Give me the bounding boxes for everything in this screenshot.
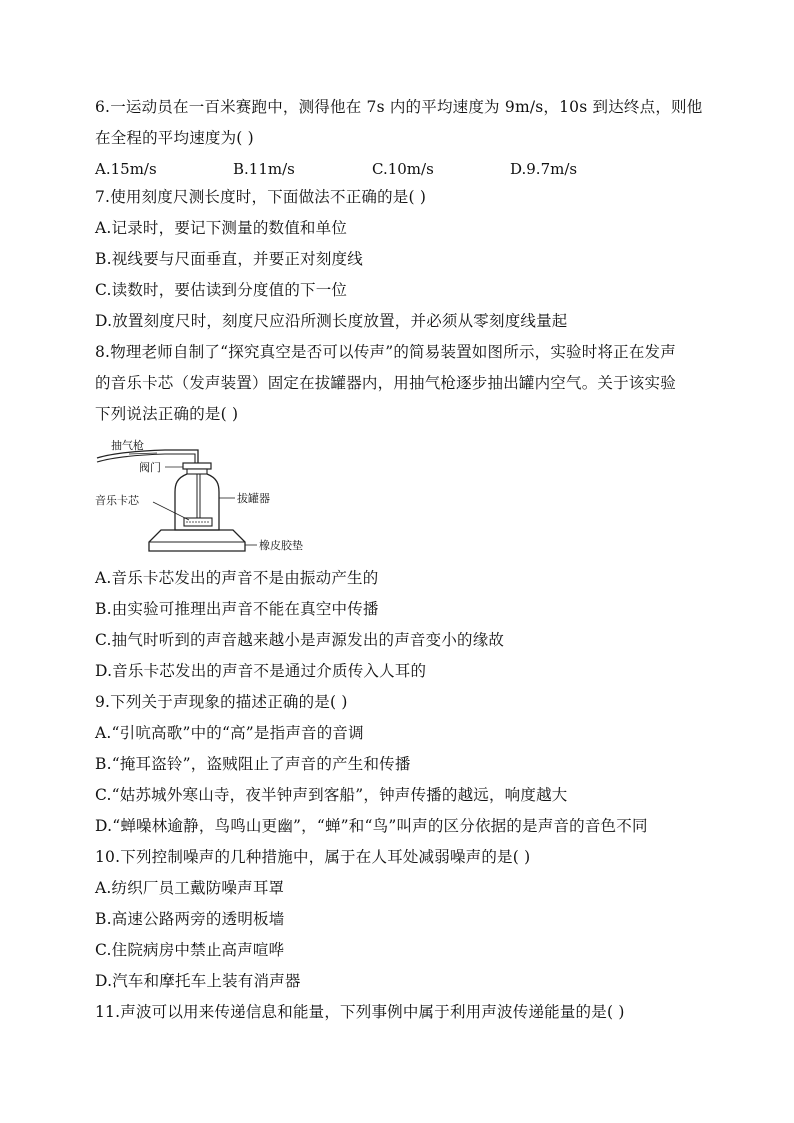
q9-option-a: A.“引吭高歌”中的“高”是指声音的音调 <box>95 724 364 742</box>
q6-stem-line1: 6.一运动员在一百米赛跑中，测得他在 7s 内的平均速度为 9m/s，10s 到达终点，则他 <box>95 98 703 116</box>
q10-option-b: B.高速公路两旁的透明板墙 <box>95 910 285 928</box>
q8-option-c: C.抽气时听到的声音越来越小是声源发出的声音变小的缘故 <box>95 631 505 649</box>
label-valve: 阀门 <box>139 461 161 474</box>
q9-stem: 9.下列关于声现象的描述正确的是( ) <box>95 693 348 711</box>
rubber-pad <box>149 530 245 551</box>
apparatus-figure <box>95 434 315 560</box>
q6-option-d: D.9.7m/s <box>510 160 578 178</box>
q11-stem: 11.声波可以用来传递信息和能量，下列事例中属于利用声波传递能量的是( ) <box>95 1003 625 1021</box>
q6-option-c: C.10m/s <box>372 160 434 178</box>
q6-stem-line2: 在全程的平均速度为( ) <box>95 129 254 147</box>
q7-stem: 7.使用刻度尺测长度时，下面做法不正确的是( ) <box>95 188 427 206</box>
q8-stem-line3: 下列说法正确的是( ) <box>95 405 239 423</box>
label-music-card: 音乐卡芯 <box>95 494 139 507</box>
q6-option-a: A.15m/s <box>95 160 157 178</box>
label-pump: 抽气枪 <box>111 439 144 452</box>
q10-stem: 10.下列控制噪声的几种措施中，属于在人耳处减弱噪声的是( ) <box>95 848 531 866</box>
q8-option-b: B.由实验可推理出声音不能在真空中传播 <box>95 600 379 618</box>
q7-option-c: C.读数时，要估读到分度值的下一位 <box>95 281 348 299</box>
q8-stem-line2: 的音乐卡芯（发声装置）固定在拔罐器内，用抽气枪逐步抽出罐内空气。关于该实验 <box>95 374 676 392</box>
q10-option-d: D.汽车和摩托车上装有消声器 <box>95 972 301 990</box>
q8-option-a: A.音乐卡芯发出的声音不是由振动产生的 <box>95 569 379 587</box>
q9-option-c: C.“姑苏城外寒山寺，夜半钟声到客船”，钟声传播的越远，响度越大 <box>95 786 568 804</box>
q8-option-d: D.音乐卡芯发出的声音不是通过介质传入人耳的 <box>95 662 427 680</box>
q9-option-b: B.“掩耳盗铃”，盗贼阻止了声音的产生和传播 <box>95 755 411 773</box>
q7-option-a: A.记录时，要记下测量的数值和单位 <box>95 219 348 237</box>
q7-option-d: D.放置刻度尺时，刻度尺应沿所测长度放置，并必须从零刻度线量起 <box>95 312 568 330</box>
q10-option-c: C.住院病房中禁止高声喧哗 <box>95 941 285 959</box>
q9-option-d: D.“蝉噪林逾静，鸟鸣山更幽”，“蝉”和“鸟”叫声的区分依据的是声音的音色不同 <box>95 817 648 835</box>
label-cupping-jar: 拔罐器 <box>237 492 270 505</box>
q10-option-a: A.纺织厂员工戴防噪声耳罩 <box>95 879 285 897</box>
q8-stem-line1: 8.物理老师自制了“探究真空是否可以传声”的简易装置如图所示，实验时将正在发声 <box>95 343 676 361</box>
label-rubber-pad: 橡皮胶垫 <box>259 539 303 552</box>
q6-option-b: B.11m/s <box>233 160 295 178</box>
apparatus-diagram <box>95 434 315 560</box>
valve-neck <box>187 469 207 474</box>
valve-cap <box>183 463 211 469</box>
q7-option-b: B.视线要与尺面垂直，并要正对刻度线 <box>95 250 363 268</box>
